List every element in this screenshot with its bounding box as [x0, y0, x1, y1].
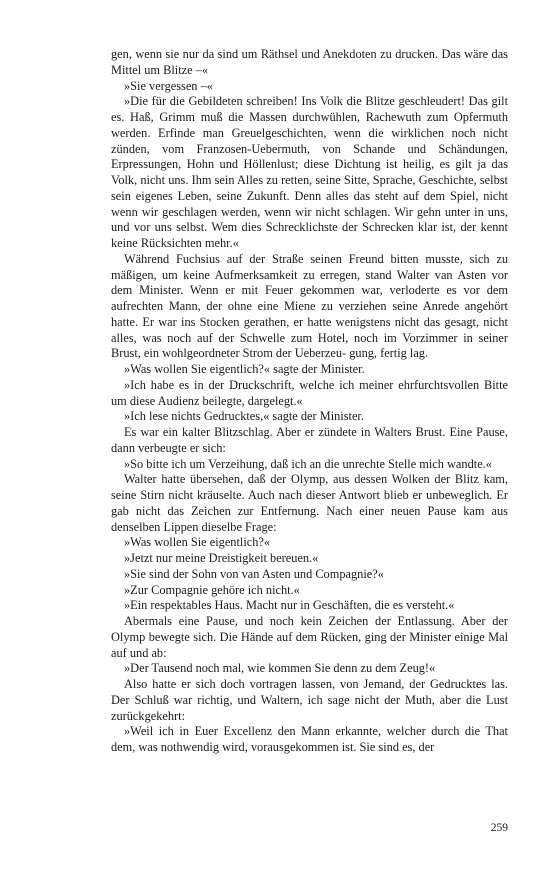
paragraph: »Ein respektables Haus. Macht nur in Geschäften, die es versteht.«	[124, 598, 455, 613]
paragraph: »Was wollen Sie eigentlich?«	[124, 535, 271, 550]
paragraph: »Was wollen Sie eigentlich?« sagte der Minister.	[124, 362, 365, 376]
paragraph: »Weil ich in Euer Excellenz den Mann erkannte, welcher durch die That dem, was nothwendig wird, vorausgekommen ist. Sie sind es, der	[111, 724, 508, 754]
paragraph: Abermals eine Pause, und noch kein Zeichen der Entlassung. Aber der Olymp bewegte sich. Die Hände auf dem Rücken, ging der Minister einige Mal auf und ab:	[111, 614, 508, 660]
paragraph: Also hatte er sich doch vortragen lassen, von Jemand, der Gedrucktes las. Der Schluß war richtig, und Waltern, ich sage nicht der Muth, aber die Lust zurückgekehrt:	[111, 677, 508, 723]
paragraph: »Zur Compagnie gehöre ich nicht.«	[124, 582, 300, 597]
paragraph: »Jetzt nur meine Dreistigkeit bereuen.«	[124, 551, 319, 565]
paragraph: »Sie sind der Sohn von van Asten und Compagnie?«	[124, 566, 384, 581]
book-page-text	[111, 47, 508, 756]
page-number: 259	[490, 822, 508, 834]
paragraph: »So bitte ich um Verzeihung, daß ich an die unrechte Stelle mich wandte.«	[124, 456, 492, 471]
paragraph: Walter hatte übersehen, daß der Olymp, aus dessen Wolken der Blitz kam, seine Stirn nicht kräuselte. Auch nach dieser Antwort blieb er unbeweglich. Er gab nicht das Zeichen zur Entfernung. Nach einer neuen Pause kam aus denselben Lippen dieselbe Frage:	[111, 472, 508, 534]
paragraph: Während Fuchsius auf der Straße seinen Freund bitten musste, sich zu mäßigen, um keine Aufmerksamkeit zu erregen, stand Walter van Asten vor dem Minister. Wenn er mit Feuer gekommen war, verloderte es vor dem aufrechten Mann, der ohne eine Miene zu verziehen seine Anrede angehört hatte. Er war ins Stocken gerathen, er hatte wenigstens nicht das gesagt, nicht alles, was noch auf der Schwelle zum Hotel, noch im Vorzimmer in seiner Brust, ein wohlgeordneter Strom der Ueberzeu- gung, fertig lag.	[111, 251, 508, 361]
paragraph: »Die für die Gebildeten schreiben! Ins Volk die Blitze geschleudert! Das gilt es. Haß, Grimm muß die Massen durchwühlen, Rachewuth zum Opfermuth werden. Erfinde man Greuelgeschichten, wenn die wirklichen noch nicht zünden, vom Franzosen-Uebermuth, von Schande und Schändungen, Erpressungen, Hohn und Höllenlust; diese Dichtung ist heilig, es gilt ja das Volk, nicht uns. Ihm sein Alles zu retten, seine Sitte, Sprache, Geschichte, selbst sein eigenes Leben, seine Zukunft. Denn alles das steht auf dem Spiel, nicht wenn wir geschlagen werden, wenn wir nicht schlagen. Wir gehn unter in uns, und vor uns selbst. Wem dies Schrecklichste der Schrecken klar ist, der kennt keine Rücksichten mehr.«	[111, 94, 508, 250]
paragraph: Es war ein kalter Blitzschlag. Aber er zündete in Walters Brust. Eine Pause, dann verbeugte er sich:	[111, 425, 508, 455]
paragraph: »Ich habe es in der Druckschrift, welche ich meiner ehrfurchtsvollen Bitte um diese Audienz beilegte, dargelegt.«	[111, 377, 508, 408]
paragraph-continuation: gen, wenn sie nur da sind um Räthsel und Anekdoten zu drucken. Das wäre das Mittel um Blitze –«	[111, 47, 508, 77]
paragraph: »Ich lese nichts Gedrucktes,« sagte der Minister.	[124, 409, 364, 424]
paragraph: »Der Tausend noch mal, wie kommen Sie denn zu dem Zeug!«	[124, 661, 436, 676]
paragraph: »Sie vergessen –«	[124, 78, 213, 93]
